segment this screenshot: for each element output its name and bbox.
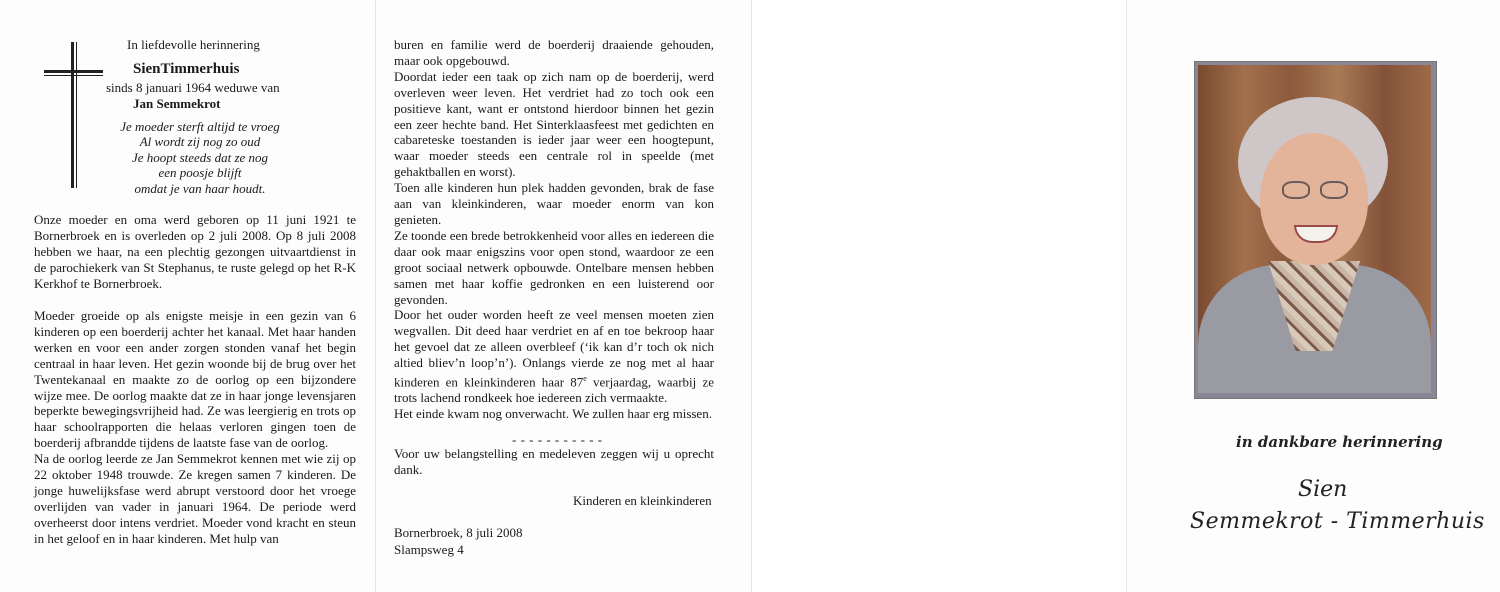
card-panel-blank bbox=[752, 0, 1126, 592]
text-run: Door het ouder worden heeft ze veel mensen moeten zien wegvallen. Dit deed haar verdriet en af en toe bekroop haar het gevoel dat ze alleen overbleef (‘ik kan d’r toch ok nich altied bliev’n loop’n’). Onlangs vierde ze nog met al haar kinderen en kleinkinderen haar 87 bbox=[394, 307, 714, 390]
husband-name: Jan Semmekrot bbox=[133, 96, 221, 111]
text-run: verjaardag, waarbij ze trots lachend rondkeek hoe iedereen zich vermaakte. bbox=[394, 374, 714, 406]
widow-line: sinds 8 januari 1964 weduwe van bbox=[106, 80, 280, 95]
biography-paragraph: Onze moeder en oma werd geboren op 11 juni 1921 te Bornerbroek en is overleden op 2 juli 2008. Op 8 juli 2008 hebben we haar, na een plechtig gezongen uitvaartdienst in de parochiekerk van St Stephanus, te ruste gelegd op het R-K Kerkhof te Bornerbroek. bbox=[34, 212, 356, 291]
biography-continued bbox=[394, 37, 714, 422]
biography-paragraph: buren en familie werd de boerderij draaiende gehouden, maar ook opgebouwd. bbox=[394, 37, 714, 68]
poem-line: Al wordt zij nog zo oud bbox=[139, 134, 261, 150]
address: Slampsweg 4 bbox=[394, 542, 464, 557]
poem-line: een poosje blijft bbox=[158, 165, 242, 181]
first-name: Sien bbox=[1298, 477, 1348, 502]
poem-line: Je hoopt steeds dat ze nog bbox=[131, 149, 269, 165]
biography-paragraph: Het einde kwam nog onverwacht. We zullen haar erg missen. bbox=[394, 406, 712, 422]
poem-line: omdat je van haar houdt. bbox=[134, 180, 266, 196]
poem-line: Je moeder sterft altijd te vroeg bbox=[120, 119, 280, 134]
ordinal-suffix: e bbox=[583, 374, 587, 384]
full-name: Semmekrot - Timmerhuis bbox=[1190, 509, 1485, 534]
fold-line bbox=[751, 0, 752, 592]
biography-paragraph: Ze toonde een brede betrokkenheid voor alles en iedereen die daar ook maar enigszins voor open stond, waardoor ze een groot sociaal netwerk opbouwde. Ontelbare mensen hebben samen met haar koffie gedronken en een luisterend oor gevonden. bbox=[394, 227, 714, 307]
portrait-photo bbox=[1198, 65, 1431, 393]
fold-line bbox=[1126, 0, 1127, 592]
separator-line: - - - - - - - - - - - bbox=[512, 432, 603, 447]
biography-block bbox=[34, 308, 356, 547]
grateful-heading: in dankbare herinnering bbox=[1236, 433, 1443, 451]
place-date: Bornerbroek, 8 juli 2008 bbox=[394, 525, 523, 540]
biography-paragraph bbox=[394, 307, 714, 406]
biography-paragraph: Na de oorlog leerde ze Jan Semmekrot kennen met wie zij op 22 oktober 1948 trouwde. Ze kregen samen 7 kinderen. De jonge huwelijksfase werd abrupt verstoord door het vroege overlijden van vader in januari 1964. De periode werd overheerst door intens verdriet. Moeder vond kracht en steun in het geloof en in haar kinderen. Met hulp van bbox=[34, 451, 356, 546]
biography-paragraph: Toen alle kinderen hun plek hadden gevonden, brak de fase aan van kleinkinderen, waar moeder enorm van kon genieten. bbox=[394, 180, 714, 227]
deceased-name: SienTimmerhuis bbox=[133, 61, 240, 77]
signature: Kinderen en kleinkinderen bbox=[573, 493, 712, 508]
biography-paragraph: Doordat ieder een taak op zich nam op de boerderij, werd overleven weer leven. Het verdriet had zo toch ook een positieve kant, want er ontstond hierdoor binnen het gezin een zeer hechte band. Het Sinterklaasfeest met gedichten en cabareteske toestanden is ieder jaar weer een hoogtepunt, waar moeder steeds een centrale rol in speelde (met gehaktballen en worst). bbox=[394, 68, 714, 180]
poem bbox=[110, 119, 290, 196]
biography-paragraph: Moeder groeide op als enigste meisje in een gezin van 6 kinderen op een boerderij achter het kanaal. Met haar handen werken en voor een ander zorgen stonden vanaf het begin centraal in haar leven. Het gezin woonde bij de brug over het Twentekanaal en maakte zo de oorlog op een bijzondere wijze mee. De oorlog maakte dat ze in haar jonge levensjaren beperkte bewegingsvrijheid had. Ze was leergierig en trots op haar schoolrapporten die helaas verloren gingen toen de boerderij afbrandde tijdens de laatste fase van de oorlog. bbox=[34, 308, 356, 451]
fold-line bbox=[375, 0, 376, 592]
in-memory-heading: In liefdevolle herinnering bbox=[127, 37, 260, 52]
thanks-text: Voor uw belangstelling en medeleven zeggen wij u oprecht dank. bbox=[394, 446, 714, 477]
